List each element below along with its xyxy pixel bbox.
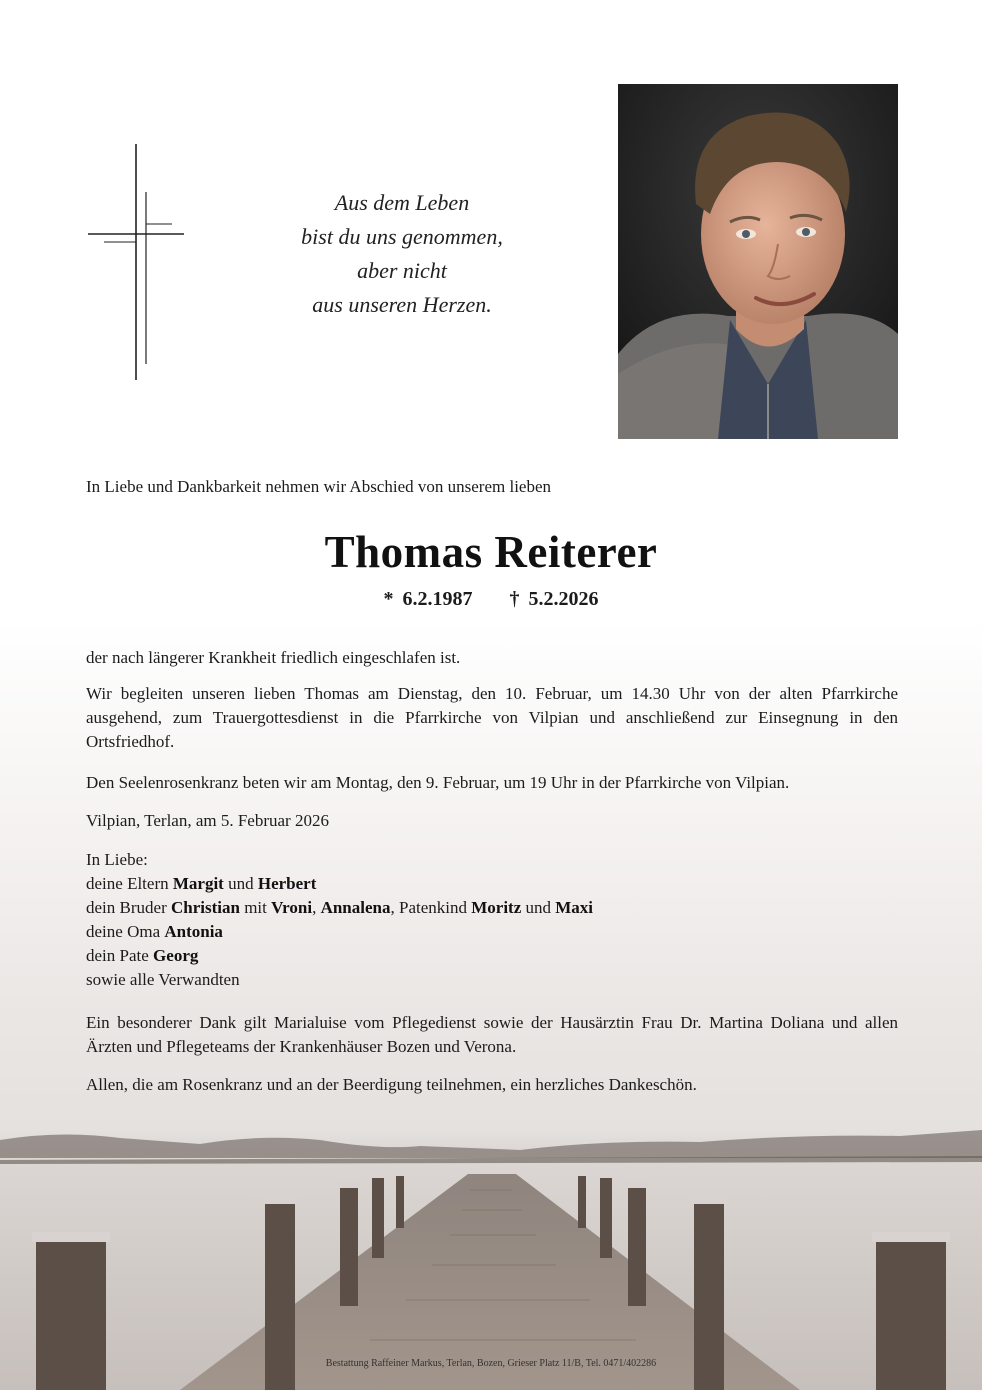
birth-date: * 6.2.1987	[383, 588, 473, 610]
life-dates	[0, 588, 982, 611]
verse-line: aber nicht	[357, 258, 447, 283]
verse-line: Aus dem Leben	[334, 190, 470, 215]
paragraph-illness: der nach längerer Krankheit friedlich eingeschlafen ist.	[86, 648, 461, 667]
paragraph-funeral: Wir begleiten unseren lieben Thomas am Dienstag, den 10. Februar, um 14.30 Uhr von der alten Pfarrkirche ausgehend, zum Trauergottesdienst in die Pfarrkirche von Vilpian und anschließend zur Einsegnung in den Ortsfriedhof.	[86, 684, 898, 751]
verse-line: bist du uns genommen,	[301, 224, 503, 249]
funeral-home-footer: Bestattung Raffeiner Markus, Terlan, Bozen, Grieser Platz 11/B, Tel. 0471/402286	[325, 1358, 657, 1369]
pier-landscape-image	[0, 1110, 982, 1390]
mourners-list	[86, 848, 898, 992]
place-date: Vilpian, Terlan, am 5. Februar 2026	[86, 811, 329, 830]
deceased-name: Thomas Reiterer	[324, 527, 658, 577]
intro-text: In Liebe und Dankbarkeit nehmen wir Abschied von unserem lieben	[86, 477, 552, 496]
paragraph-thanks: Ein besonderer Dank gilt Marialuise vom Pflegedienst sowie der Hausärztin Frau Dr. Martina Doliana und allen Ärzten und Pflegeteams der Krankenhäuser Bozen und Verona.	[86, 1013, 898, 1056]
paragraph-rosary: Den Seelenrosenkranz beten wir am Montag, den 9. Februar, um 19 Uhr in der Pfarrkirche von Vilpian.	[86, 773, 790, 792]
portrait-photo	[618, 84, 898, 439]
mourners-line-grandmother: deine Oma Antonia	[86, 922, 223, 941]
mourners-heading: In Liebe:	[86, 850, 148, 869]
cross-icon	[86, 144, 186, 380]
mourners-line-parents: deine Eltern Margit und Herbert	[86, 874, 317, 893]
mourners-line-brother: dein Bruder Christian mit Vroni, Annalena, Patenkind Moritz und Maxi	[86, 898, 594, 917]
paragraph-closing: Allen, die am Rosenkranz und an der Beerdigung teilnehmen, ein herzliches Dankeschön.	[86, 1075, 697, 1094]
mourners-line-relatives: sowie alle Verwandten	[86, 970, 240, 989]
mourners-line-godfather: dein Pate Georg	[86, 946, 199, 965]
verse	[262, 186, 542, 322]
death-date: † 5.2.2026	[509, 588, 599, 610]
verse-line: aus unseren Herzen.	[312, 292, 492, 317]
